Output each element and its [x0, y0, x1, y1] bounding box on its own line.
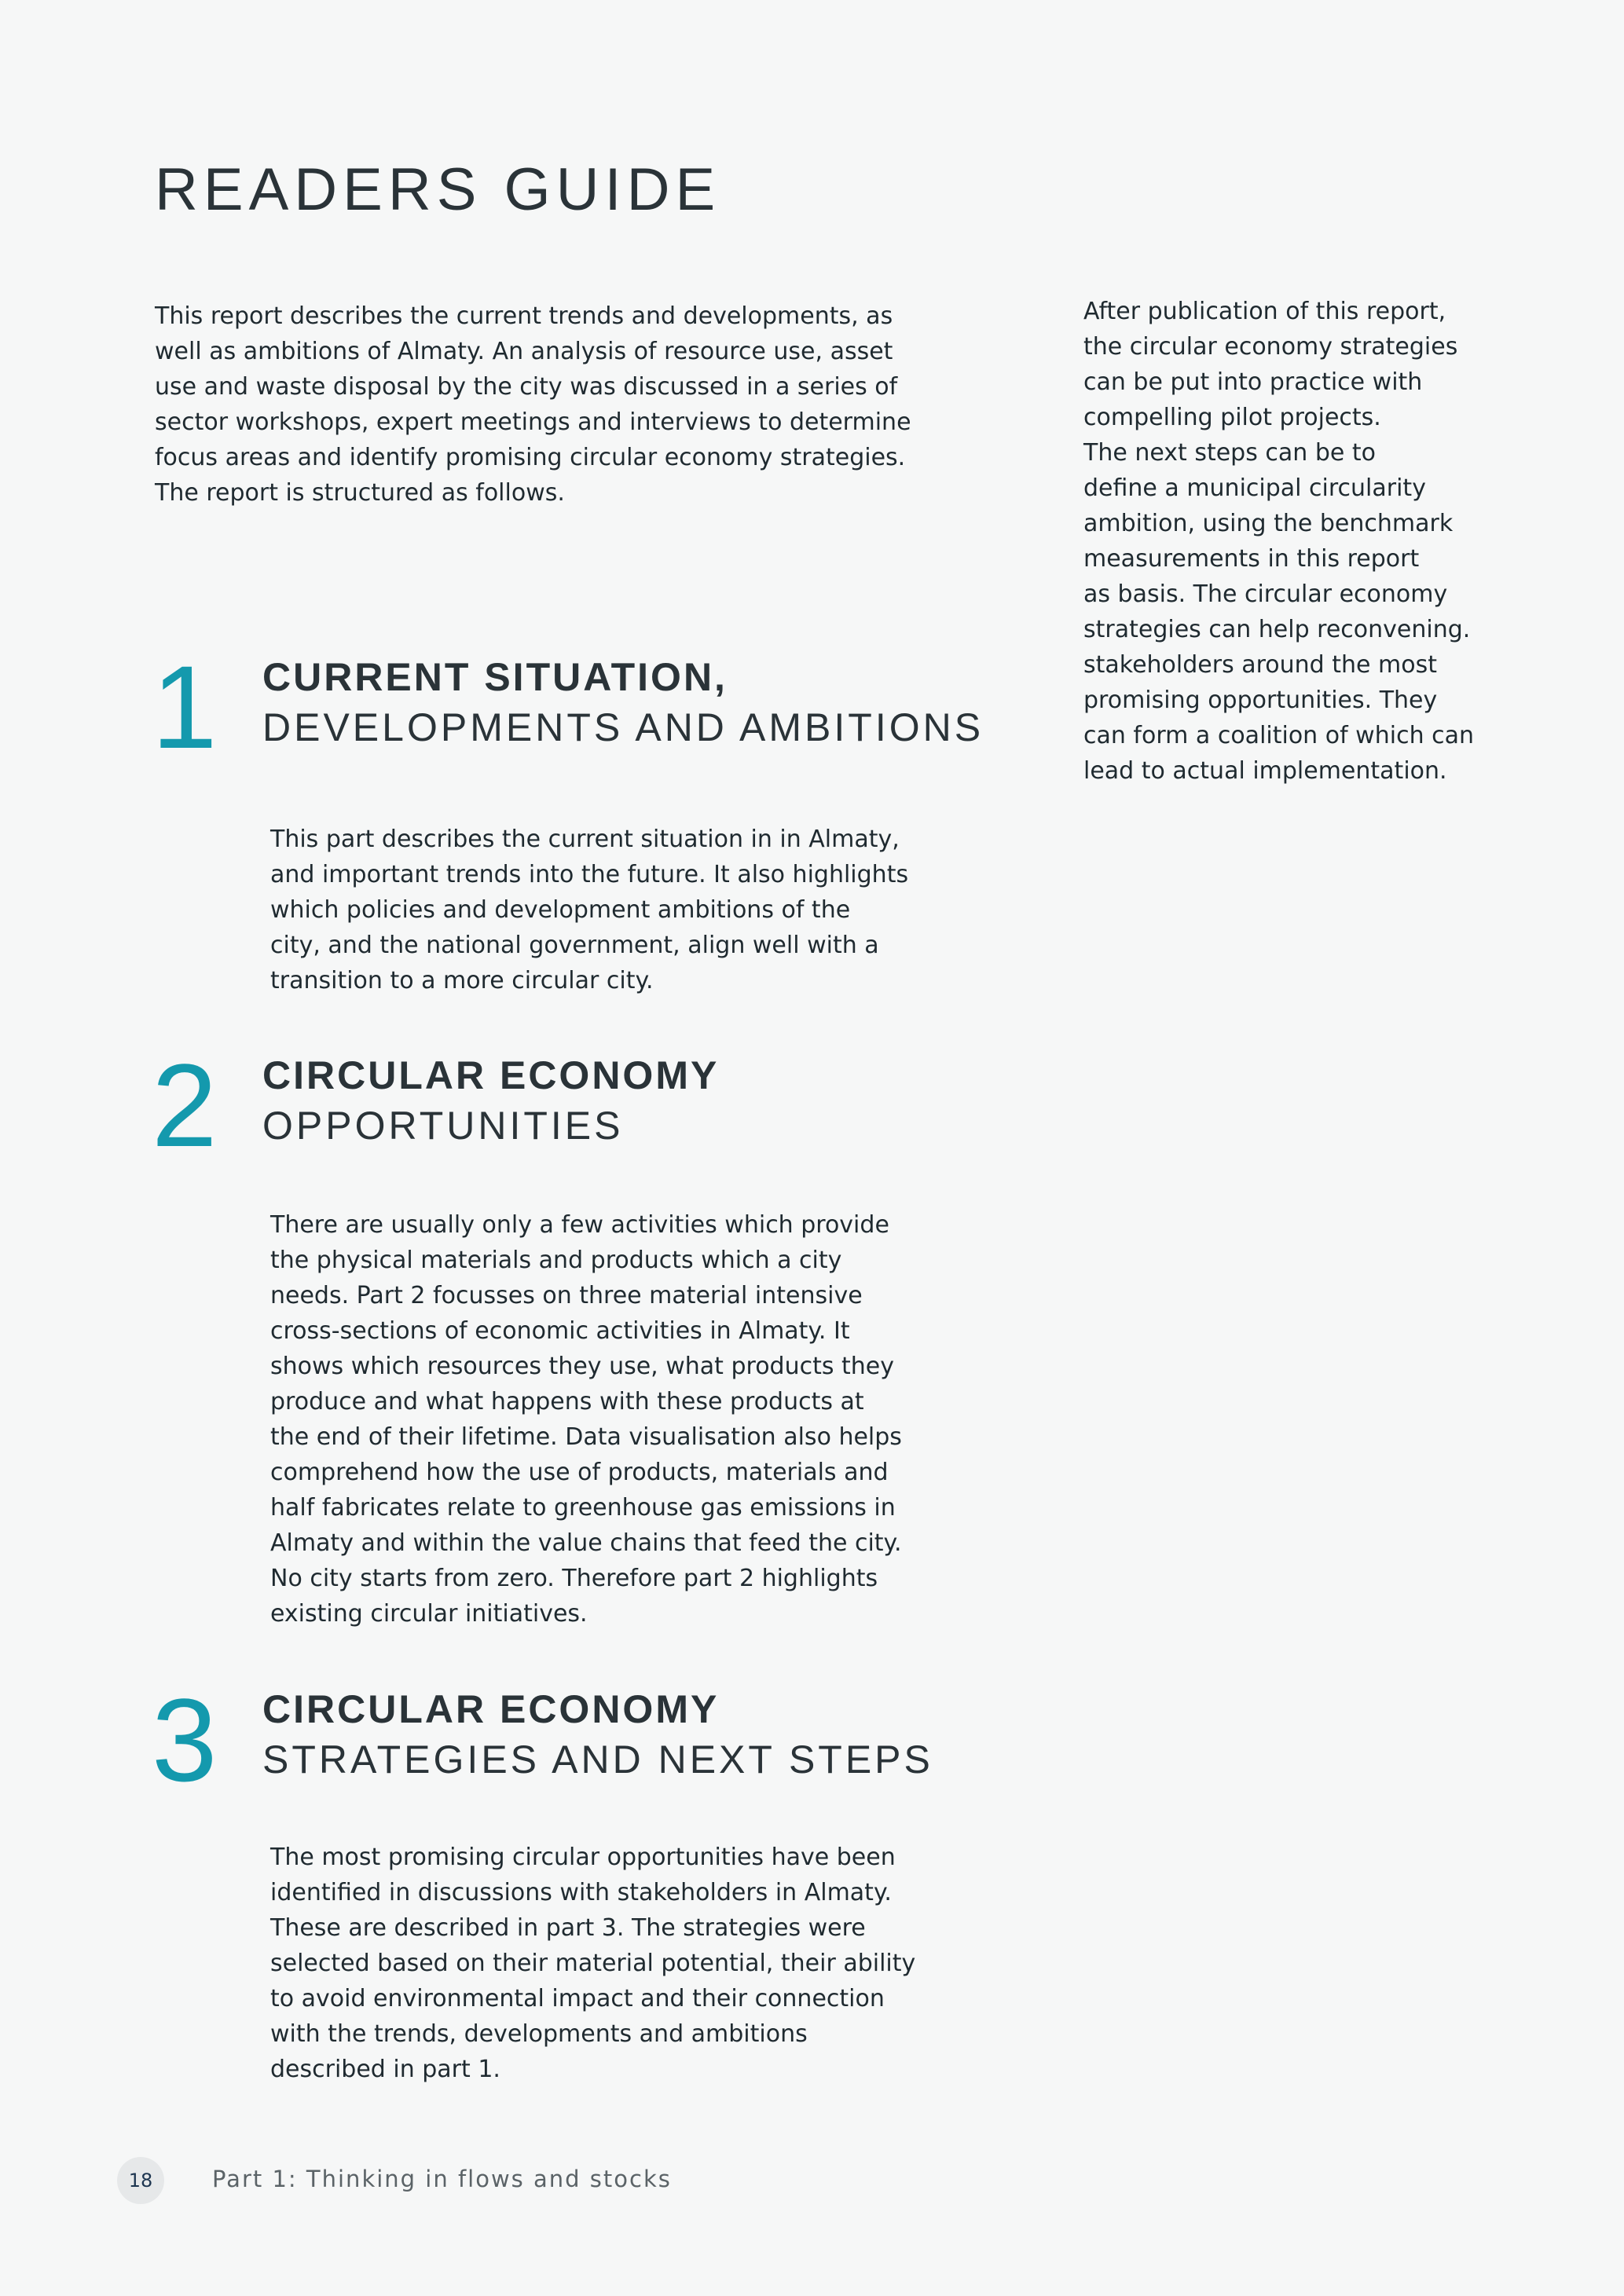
sidebar-line: strategies can help reconvening.	[1083, 616, 1471, 643]
intro-line: focus areas and identify promising circular economy strategies.	[155, 444, 906, 471]
sidebar-line: After publication of this report,	[1083, 298, 1446, 325]
section-3-heading	[262, 1684, 933, 1785]
section-3-heading-bold: CIRCULAR ECONOMY	[262, 1687, 720, 1731]
section-line: which policies and development ambitions of the	[270, 896, 851, 924]
section-line: The most promising circular opportunities have been	[270, 1844, 896, 1871]
sidebar-line: as basis. The circular economy	[1083, 580, 1448, 608]
section-line: to avoid environmental impact and their connection	[270, 1985, 885, 2012]
sidebar-line: compelling pilot projects.	[1083, 404, 1381, 431]
section-1-heading	[262, 652, 984, 753]
section-1-heading-bold: CURRENT SITUATION,	[262, 655, 728, 699]
section-line: selected based on their material potential, their ability	[270, 1950, 916, 1977]
section-line: This part describes the current situation in in Almaty,	[270, 826, 900, 853]
intro-paragraph	[155, 298, 925, 511]
sidebar-line: define a municipal circularity	[1083, 474, 1426, 502]
section-line: No city starts from zero. Therefore part 2 highlights	[270, 1565, 878, 1592]
section-line: identified in discussions with stakeholders in Almaty.	[270, 1879, 892, 1906]
sidebar-line: measurements in this report	[1083, 545, 1420, 573]
sidebar-line: can be put into practice with	[1083, 368, 1423, 396]
section-line: cross-sections of economic activities in Almaty. It	[270, 1317, 850, 1345]
section-line: city, and the national government, align well with a	[270, 932, 879, 959]
section-3-number: 3	[152, 1674, 218, 1806]
sidebar-line: ambition, using the benchmark	[1083, 510, 1454, 537]
section-2-text	[270, 1207, 962, 1631]
section-line: the physical materials and products which a city	[270, 1247, 842, 1274]
section-line: shows which resources they use, what products they	[270, 1353, 895, 1380]
sidebar-paragraph	[1083, 294, 1508, 789]
sidebar-line: stakeholders around the most	[1083, 651, 1437, 679]
section-line: needs. Part 2 focusses on three material intensive	[270, 1282, 863, 1309]
section-3-heading-light: STRATEGIES AND NEXT STEPS	[262, 1738, 933, 1782]
section-line: Almaty and within the value chains that feed the city.	[270, 1529, 902, 1557]
section-2-heading-light: OPPORTUNITIES	[262, 1104, 624, 1148]
section-1-heading-light: DEVELOPMENTS AND AMBITIONS	[262, 705, 984, 749]
sidebar-line: can form a coalition of which can	[1083, 722, 1475, 749]
section-line: comprehend how the use of products, materials and	[270, 1459, 889, 1486]
section-line: half fabricates relate to greenhouse gas emissions in	[270, 1494, 896, 1522]
section-line: existing circular initiatives.	[270, 1600, 588, 1628]
intro-line: This report describes the current trends and developments, as	[155, 302, 893, 330]
section-line: These are described in part 3. The strategies were	[270, 1914, 866, 1942]
sidebar-line: promising opportunities. They	[1083, 687, 1438, 714]
section-2-heading	[262, 1050, 719, 1151]
section-line: transition to a more circular city.	[270, 967, 654, 994]
section-2-heading-bold: CIRCULAR ECONOMY	[262, 1053, 720, 1097]
section-line: described in part 1.	[270, 2056, 500, 2083]
section-line: the end of their lifetime. Data visualisation also helps	[270, 1423, 902, 1451]
section-1-text	[270, 822, 962, 998]
section-line: produce and what happens with these products at	[270, 1388, 864, 1415]
footer-part-label: Part 1: Thinking in flows and stocks	[212, 2166, 672, 2192]
section-line: There are usually only a few activities which provide	[270, 1211, 889, 1239]
section-3-text	[270, 1840, 962, 2087]
intro-line: The report is structured as follows.	[155, 479, 565, 507]
page-title: READERS GUIDE	[155, 156, 721, 223]
sidebar-line: the circular economy strategies	[1083, 333, 1458, 361]
section-line: and important trends into the future. It also highlights	[270, 861, 909, 888]
section-1-number: 1	[152, 641, 218, 773]
section-2-number: 2	[152, 1039, 218, 1171]
intro-line: well as ambitions of Almaty. An analysis of resource use, asset	[155, 338, 893, 365]
intro-line: use and waste disposal by the city was discussed in a series of	[155, 373, 898, 401]
intro-line: sector workshops, expert meetings and interviews to determine	[155, 408, 911, 436]
section-line: with the trends, developments and ambitions	[270, 2020, 808, 2048]
sidebar-line: lead to actual implementation.	[1083, 757, 1447, 785]
sidebar-line: The next steps can be to	[1083, 439, 1376, 467]
page-number-badge: 18	[117, 2157, 164, 2204]
